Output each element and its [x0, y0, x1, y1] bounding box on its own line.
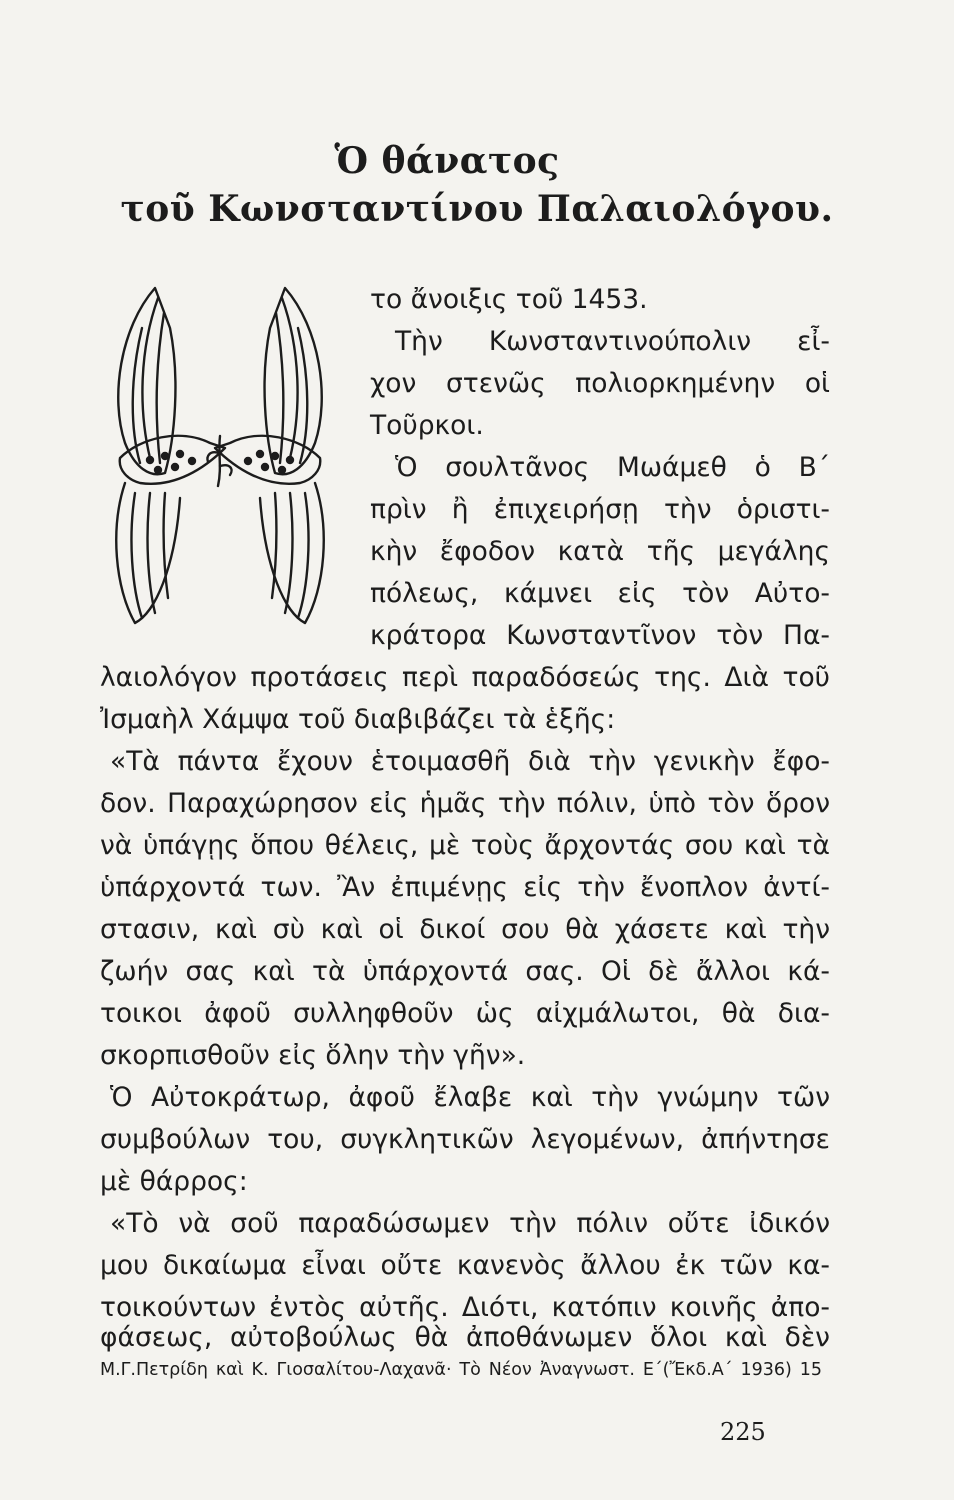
page-number: 225 — [720, 1418, 766, 1446]
text-line: Τὴν Κωνσταντινούπολιν εἶ- — [395, 326, 830, 357]
text-line: μου δικαίωμα εἶναι οὔτε κανενὸς ἄλλου ἐκ τῶν κα- — [100, 1250, 830, 1281]
text-line: ζωήν σας καὶ τὰ ὑπάρχοντά σας. Οἱ δὲ ἄλλοι κά- — [100, 956, 830, 987]
text-line: σκορπισθοῦν εἰς ὅλην τὴν γῆν». — [100, 1040, 526, 1071]
text-line: ὑπάρχοντά των. Ἂν ἐπιμένῃς εἰς τὴν ἔνοπλον ἀντί- — [100, 872, 830, 903]
text-line: φάσεως, αὐτοβούλως θὰ ἀποθάνωμεν ὅλοι καὶ δὲν — [100, 1322, 830, 1353]
text-line: στασιν, καὶ σὺ καὶ οἱ δικοί σου θὰ χάσετε καὶ τὴν — [100, 914, 830, 945]
text-line: δον. Παραχώρησον εἰς ἡμᾶς τὴν πόλιν, ὑπὸ τὸν ὅρον — [100, 788, 830, 819]
footer-citation: Μ.Γ.Πετρίδη καὶ Κ. Γιοσαλίτου-Λαχανᾶ· Τὸ Νέον Ἀναγνωστ. Ε΄(Ἔκδ.Α΄ 1936) 15 — [100, 1360, 822, 1380]
text-line: κὴν ἔφοδον κατὰ τῆς μεγάλης — [370, 536, 830, 567]
text-line: «Τὸ νὰ σοῦ παραδώσωμεν τὴν πόλιν οὔτε ἰδικόν — [110, 1208, 830, 1239]
chapter-title-line2: τοῦ Κωνσταντίνου Παλαιολόγου. — [120, 188, 834, 230]
two-doves-olive-branch-icon — [80, 268, 360, 638]
text-line: Ἰσμαὴλ Χάμψα τοῦ διαβιβάζει τὰ ἑξῆς: — [100, 704, 616, 735]
text-line: Ὁ Αὐτοκράτωρ, ἀφοῦ ἔλαβε καὶ τὴν γνώμην τῶν — [110, 1082, 830, 1113]
text-line: «Τὰ πάντα ἔχουν ἑτοιμασθῆ διὰ τὴν γενικὴν ἔφο- — [110, 746, 830, 777]
text-line: πόλεως, κάμνει εἰς τὸν Αὐτο- — [370, 578, 830, 609]
chapter-title-line1: Ὁ θάνατος — [334, 140, 560, 182]
text-line: Τοῦρκοι. — [370, 410, 484, 441]
text-line: τοικούντων ἐντὸς αὐτῆς. Διότι, κατόπιν κοινῆς ἀπο- — [100, 1292, 830, 1323]
text-line: Ὁ σουλτᾶνος Μωάμεθ ὁ Β΄ — [395, 452, 830, 483]
text-line: νὰ ὑπάγῃς ὅπου θέλεις, μὲ τοὺς ἄρχοντάς σου καὶ τὰ — [100, 830, 830, 861]
text-line: το ἄνοιξις τοῦ 1453. — [370, 284, 648, 315]
text-line: λαιολόγον προτάσεις περὶ παραδόσεώς της. Διὰ τοῦ — [100, 662, 830, 693]
text-line: μὲ θάρρος: — [100, 1166, 248, 1197]
text-line: συμβούλων του, συγκλητικῶν λεγομένων, ἀπήντησε — [100, 1124, 830, 1155]
text-line: τοικοι ἀφοῦ συλληφθοῦν ὡς αἰχμάλωτοι, θὰ δια- — [100, 998, 830, 1029]
text-line: κράτορα Κωνσταντῖνον τὸν Πα- — [370, 620, 830, 651]
text-line: πρὶν ἢ ἐπιχειρήσῃ τὴν ὁριστι- — [370, 494, 830, 525]
text-line: χον στενῶς πολιορκημένην οἱ — [370, 368, 830, 399]
